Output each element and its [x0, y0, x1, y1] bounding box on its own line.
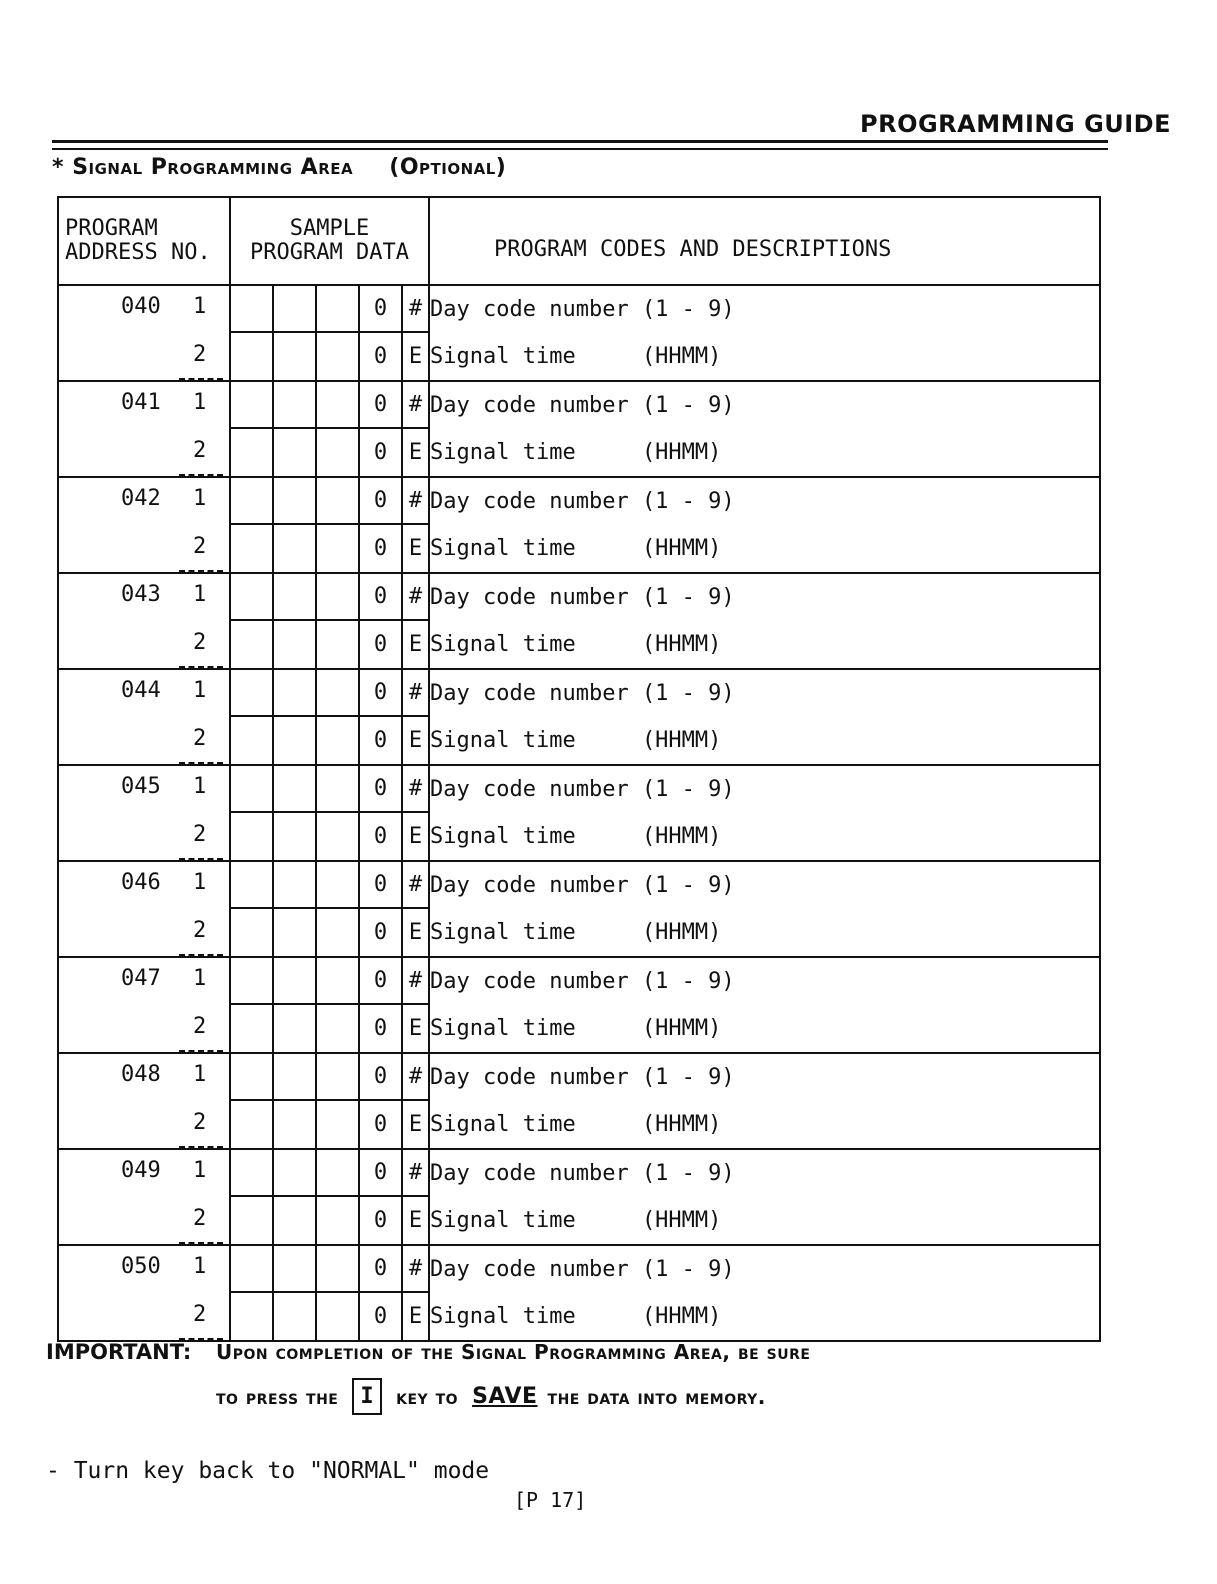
data-entry-cell	[316, 477, 359, 524]
table-row	[58, 1149, 1100, 1196]
terminator-cell: #	[402, 669, 429, 716]
data-entry-cell	[273, 524, 316, 573]
address-sub-2: 2	[193, 822, 207, 847]
data-zero-cell: 0	[359, 332, 402, 381]
data-entry-cell	[273, 1149, 316, 1196]
terminator-cell: #	[402, 1245, 429, 1292]
description-cell: Day code number (1 - 9)	[429, 1053, 1100, 1100]
address-number: 043	[121, 582, 161, 607]
address-sub-divider	[179, 570, 223, 572]
data-entry-cell	[230, 1196, 273, 1245]
address-number: 048	[121, 1062, 161, 1087]
data-zero-cell: 0	[359, 716, 402, 765]
data-zero-cell: 0	[359, 1149, 402, 1196]
col-header-sample-line1: SAMPLE	[289, 216, 370, 241]
data-entry-cell	[273, 381, 316, 428]
table-row	[58, 381, 1100, 428]
address-sub-divider	[179, 378, 223, 380]
description-cell: Day code number (1 - 9)	[429, 381, 1100, 428]
address-sub-2: 2	[193, 918, 207, 943]
data-entry-cell	[230, 573, 273, 620]
data-entry-cell	[230, 620, 273, 669]
data-entry-cell	[273, 669, 316, 716]
description-cell: Signal time (HHMM)	[429, 1004, 1100, 1053]
table-row	[58, 765, 1100, 812]
data-zero-cell: 0	[359, 573, 402, 620]
data-entry-cell	[273, 812, 316, 861]
address-cell	[58, 285, 230, 381]
data-entry-cell	[230, 1245, 273, 1292]
address-number: 044	[121, 678, 161, 703]
data-entry-cell	[273, 285, 316, 332]
terminator-cell: #	[402, 381, 429, 428]
terminator-cell: E	[402, 716, 429, 765]
data-entry-cell	[316, 669, 359, 716]
terminator-cell: E	[402, 1100, 429, 1149]
data-entry-cell	[273, 573, 316, 620]
signal-programming-table	[57, 196, 1101, 1342]
key-i-box: I	[352, 1378, 382, 1415]
data-zero-cell: 0	[359, 1100, 402, 1149]
description-cell: Signal time (HHMM)	[429, 1100, 1100, 1149]
description-cell: Day code number (1 - 9)	[429, 477, 1100, 524]
address-cell	[58, 1245, 230, 1341]
section-title	[52, 155, 506, 180]
data-entry-cell	[273, 428, 316, 477]
address-cell	[58, 957, 230, 1053]
terminator-cell: #	[402, 285, 429, 332]
table-header-row	[58, 197, 1100, 285]
address-sub-1: 1	[193, 966, 207, 991]
data-entry-cell	[230, 1004, 273, 1053]
col-header-address-line1: PROGRAM	[65, 216, 158, 241]
data-zero-cell: 0	[359, 908, 402, 957]
data-entry-cell	[316, 573, 359, 620]
col-header-sample	[230, 197, 429, 285]
data-zero-cell: 0	[359, 285, 402, 332]
description-cell: Signal time (HHMM)	[429, 812, 1100, 861]
section-optional: (Optional)	[389, 155, 507, 180]
description-cell: Day code number (1 - 9)	[429, 573, 1100, 620]
data-entry-cell	[273, 765, 316, 812]
table-row	[58, 573, 1100, 620]
terminator-cell: E	[402, 524, 429, 573]
data-entry-cell	[316, 524, 359, 573]
address-cell	[58, 765, 230, 861]
data-entry-cell	[316, 1100, 359, 1149]
address-number: 045	[121, 774, 161, 799]
address-sub-divider	[179, 1242, 223, 1244]
description-cell: Day code number (1 - 9)	[429, 1149, 1100, 1196]
data-entry-cell	[316, 1292, 359, 1341]
address-cell	[58, 477, 230, 573]
data-entry-cell	[316, 285, 359, 332]
data-entry-cell	[316, 765, 359, 812]
data-entry-cell	[230, 1100, 273, 1149]
terminator-cell: E	[402, 908, 429, 957]
data-entry-cell	[230, 716, 273, 765]
address-cell	[58, 669, 230, 765]
data-entry-cell	[316, 812, 359, 861]
col-header-address	[58, 197, 230, 285]
address-cell	[58, 1149, 230, 1245]
data-entry-cell	[230, 861, 273, 908]
data-entry-cell	[316, 908, 359, 957]
save-word: SAVE	[472, 1384, 538, 1409]
section-star: *	[52, 155, 65, 180]
data-entry-cell	[230, 1292, 273, 1341]
address-sub-divider	[179, 858, 223, 860]
data-zero-cell: 0	[359, 381, 402, 428]
address-sub-1: 1	[193, 1062, 207, 1087]
address-cell	[58, 381, 230, 477]
data-entry-cell	[273, 1196, 316, 1245]
address-sub-2: 2	[193, 438, 207, 463]
description-cell: Signal time (HHMM)	[429, 524, 1100, 573]
terminator-cell: E	[402, 1292, 429, 1341]
important-line1: Upon completion of the Signal Programming Area, be sure	[216, 1340, 811, 1364]
data-entry-cell	[273, 1004, 316, 1053]
address-sub-divider	[179, 762, 223, 764]
table-row	[58, 861, 1100, 908]
data-entry-cell	[230, 957, 273, 1004]
important-label: IMPORTANT:	[46, 1340, 192, 1364]
data-entry-cell	[230, 1149, 273, 1196]
address-sub-divider	[179, 474, 223, 476]
important-line2-mid: key to	[396, 1384, 459, 1409]
data-zero-cell: 0	[359, 1196, 402, 1245]
data-entry-cell	[273, 1053, 316, 1100]
description-cell: Day code number (1 - 9)	[429, 957, 1100, 1004]
address-cell	[58, 573, 230, 669]
address-sub-2: 2	[193, 1206, 207, 1231]
address-sub-2: 2	[193, 534, 207, 559]
data-entry-cell	[273, 620, 316, 669]
col-header-address-line2: ADDRESS NO.	[65, 240, 211, 265]
description-cell: Day code number (1 - 9)	[429, 765, 1100, 812]
data-entry-cell	[230, 1053, 273, 1100]
data-zero-cell: 0	[359, 1004, 402, 1053]
address-number: 040	[121, 294, 161, 319]
data-entry-cell	[316, 861, 359, 908]
description-cell: Signal time (HHMM)	[429, 716, 1100, 765]
data-entry-cell	[273, 716, 316, 765]
terminator-cell: E	[402, 428, 429, 477]
description-cell: Signal time (HHMM)	[429, 1196, 1100, 1245]
terminator-cell: #	[402, 1149, 429, 1196]
data-zero-cell: 0	[359, 957, 402, 1004]
data-entry-cell	[316, 1196, 359, 1245]
col-header-sample-line2: PROGRAM DATA	[250, 240, 409, 265]
terminator-cell: #	[402, 765, 429, 812]
data-entry-cell	[316, 620, 359, 669]
col-header-desc: PROGRAM CODES AND DESCRIPTIONS	[429, 197, 1100, 285]
address-sub-divider	[179, 1146, 223, 1148]
data-zero-cell: 0	[359, 669, 402, 716]
terminator-cell: E	[402, 812, 429, 861]
description-cell: Day code number (1 - 9)	[429, 1245, 1100, 1292]
address-sub-2: 2	[193, 342, 207, 367]
data-entry-cell	[316, 1053, 359, 1100]
data-zero-cell: 0	[359, 861, 402, 908]
address-sub-2: 2	[193, 1302, 207, 1327]
data-entry-cell	[230, 765, 273, 812]
description-cell: Signal time (HHMM)	[429, 620, 1100, 669]
data-entry-cell	[230, 332, 273, 381]
data-entry-cell	[316, 332, 359, 381]
table-row	[58, 1245, 1100, 1292]
description-cell: Day code number (1 - 9)	[429, 285, 1100, 332]
description-cell: Signal time (HHMM)	[429, 428, 1100, 477]
table-row	[58, 957, 1100, 1004]
page-header-title: PROGRAMMING GUIDE	[860, 110, 1171, 138]
address-sub-divider	[179, 666, 223, 668]
address-number: 050	[121, 1254, 161, 1279]
header-rule-thin	[52, 148, 1108, 150]
data-entry-cell	[316, 381, 359, 428]
data-entry-cell	[273, 477, 316, 524]
description-cell: Day code number (1 - 9)	[429, 669, 1100, 716]
description-cell: Signal time (HHMM)	[429, 1292, 1100, 1341]
data-entry-cell	[273, 332, 316, 381]
address-sub-divider	[179, 1050, 223, 1052]
page-number: [P 17]	[514, 1488, 587, 1512]
address-sub-1: 1	[193, 294, 207, 319]
table-row	[58, 669, 1100, 716]
address-sub-1: 1	[193, 582, 207, 607]
table-body	[58, 285, 1100, 1341]
description-cell: Day code number (1 - 9)	[429, 861, 1100, 908]
terminator-cell: E	[402, 1004, 429, 1053]
data-entry-cell	[273, 1245, 316, 1292]
data-zero-cell: 0	[359, 428, 402, 477]
data-entry-cell	[230, 812, 273, 861]
data-entry-cell	[316, 1149, 359, 1196]
terminator-cell: E	[402, 332, 429, 381]
address-sub-1: 1	[193, 1158, 207, 1183]
terminator-cell: #	[402, 1053, 429, 1100]
terminator-cell: #	[402, 477, 429, 524]
important-line2	[216, 1378, 766, 1415]
table-row	[58, 477, 1100, 524]
data-entry-cell	[230, 428, 273, 477]
address-sub-2: 2	[193, 630, 207, 655]
data-entry-cell	[230, 908, 273, 957]
data-entry-cell	[273, 1292, 316, 1341]
footer-note: - Turn key back to "NORMAL" mode	[46, 1458, 490, 1484]
data-entry-cell	[273, 908, 316, 957]
important-line2-pre: to press the	[216, 1384, 339, 1409]
data-entry-cell	[316, 1004, 359, 1053]
address-number: 042	[121, 486, 161, 511]
data-entry-cell	[316, 428, 359, 477]
address-sub-divider	[179, 954, 223, 956]
address-sub-1: 1	[193, 1254, 207, 1279]
terminator-cell: E	[402, 1196, 429, 1245]
address-sub-1: 1	[193, 486, 207, 511]
table-row	[58, 1053, 1100, 1100]
data-zero-cell: 0	[359, 524, 402, 573]
header-rule-thick	[52, 140, 1108, 143]
data-zero-cell: 0	[359, 620, 402, 669]
terminator-cell: E	[402, 620, 429, 669]
address-number: 041	[121, 390, 161, 415]
data-zero-cell: 0	[359, 812, 402, 861]
data-entry-cell	[273, 957, 316, 1004]
address-number: 049	[121, 1158, 161, 1183]
data-entry-cell	[316, 716, 359, 765]
address-cell	[58, 861, 230, 957]
address-number: 046	[121, 870, 161, 895]
data-entry-cell	[316, 1245, 359, 1292]
address-sub-2: 2	[193, 726, 207, 751]
data-zero-cell: 0	[359, 1245, 402, 1292]
data-zero-cell: 0	[359, 477, 402, 524]
section-title-text: Signal Programming Area	[72, 155, 354, 180]
address-sub-2: 2	[193, 1014, 207, 1039]
address-cell	[58, 1053, 230, 1149]
data-entry-cell	[273, 1100, 316, 1149]
description-cell: Signal time (HHMM)	[429, 908, 1100, 957]
address-number: 047	[121, 966, 161, 991]
address-sub-1: 1	[193, 870, 207, 895]
data-entry-cell	[230, 381, 273, 428]
data-zero-cell: 0	[359, 1292, 402, 1341]
data-zero-cell: 0	[359, 1053, 402, 1100]
description-cell: Signal time (HHMM)	[429, 332, 1100, 381]
data-entry-cell	[230, 524, 273, 573]
table-row	[58, 285, 1100, 332]
terminator-cell: #	[402, 861, 429, 908]
terminator-cell: #	[402, 957, 429, 1004]
address-sub-2: 2	[193, 1110, 207, 1135]
address-sub-1: 1	[193, 390, 207, 415]
terminator-cell: #	[402, 573, 429, 620]
address-sub-1: 1	[193, 774, 207, 799]
important-line2-post: the data into memory.	[547, 1384, 766, 1409]
data-entry-cell	[230, 285, 273, 332]
data-entry-cell	[273, 861, 316, 908]
data-entry-cell	[316, 957, 359, 1004]
data-entry-cell	[230, 477, 273, 524]
data-zero-cell: 0	[359, 765, 402, 812]
data-entry-cell	[230, 669, 273, 716]
address-sub-1: 1	[193, 678, 207, 703]
